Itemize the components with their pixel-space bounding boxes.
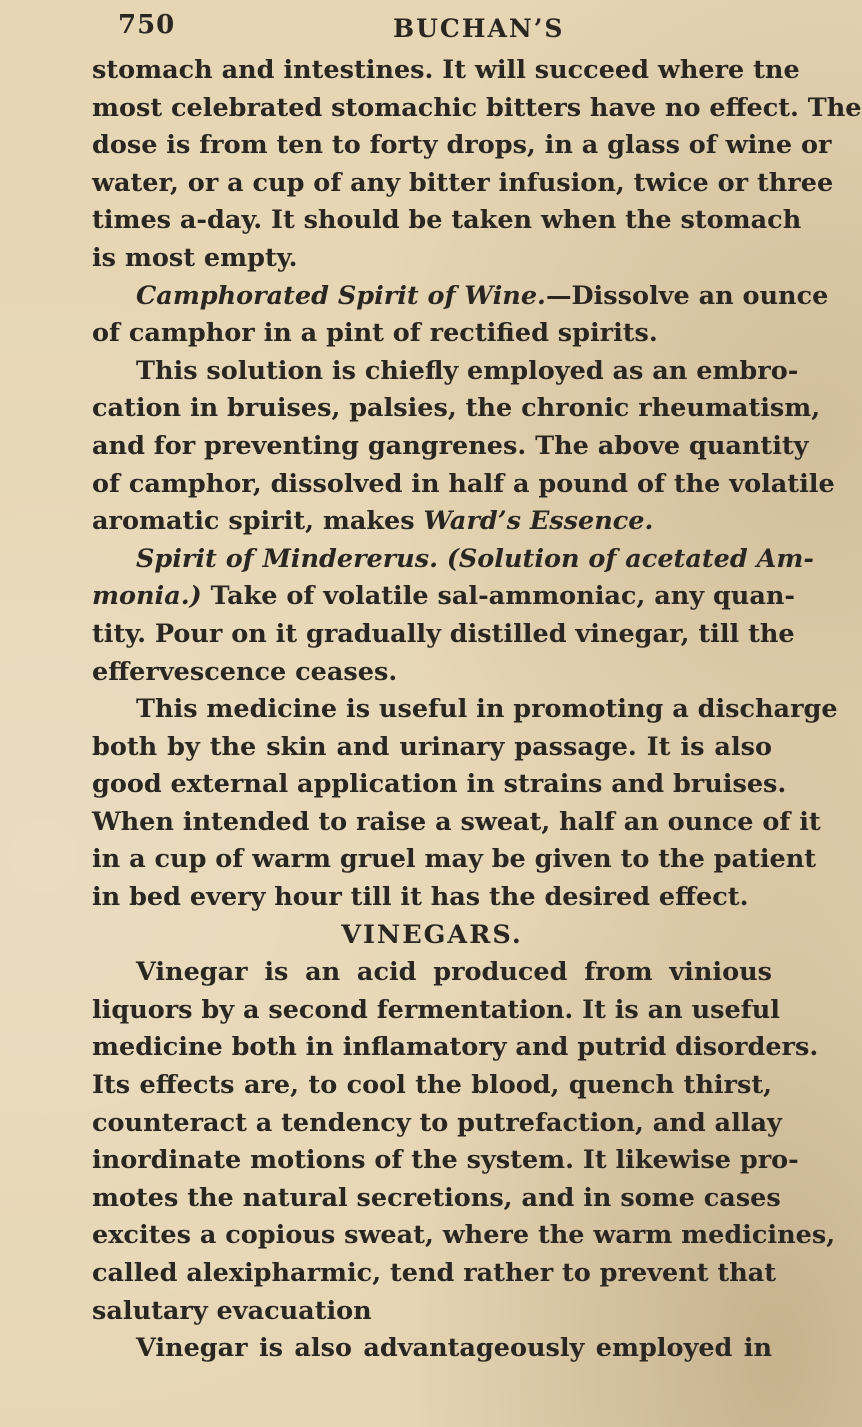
text-line (92, 578, 795, 616)
text-line (92, 1105, 782, 1143)
line-text: inordinate motions of the system. It likewise pro- (92, 1145, 799, 1176)
text-line (92, 390, 821, 428)
text-line (92, 503, 772, 541)
text-line (92, 1255, 777, 1293)
line-text: of camphor in a pint of rectified spirits. (92, 318, 658, 349)
line-text: motes the natural secretions, and in some cases (92, 1182, 781, 1213)
text-line (92, 428, 809, 466)
line-text: VINEGARS. (341, 919, 523, 950)
line-text: medicine both in inflamatory and putrid disorders. (92, 1032, 819, 1063)
line-text: cation in bruises, palsies, the chronic rheumatism, (92, 393, 821, 424)
line-text: Vinegar is also advantageously employed in (136, 1333, 772, 1364)
text-line (92, 1217, 836, 1255)
line-text: counteract a tendency to putrefaction, and allay (92, 1107, 782, 1138)
text-line (92, 1029, 819, 1067)
line-text: called alexipharmic, tend rather to prevent that (92, 1258, 777, 1288)
line-text: is most empty. (92, 242, 298, 273)
text-line (92, 616, 795, 654)
line-text: in a cup of warm gruel may be given to the patient (92, 844, 817, 875)
line-text: liquors by a second fermentation. It is an useful (92, 994, 780, 1025)
text-line (92, 1293, 772, 1331)
text-line (92, 278, 829, 316)
text-line (92, 165, 834, 203)
line-text: When intended to raise a sweat, half an ounce of it (92, 806, 821, 837)
text-line (92, 1180, 781, 1218)
text-line (92, 52, 800, 90)
line-text: salutary evacuation (92, 1295, 372, 1326)
text-line (92, 1330, 772, 1368)
text-line (92, 766, 787, 804)
page-header (118, 10, 678, 50)
section-heading (92, 917, 772, 955)
text-line (92, 992, 780, 1030)
line-text: aromatic spirit, makes (92, 506, 424, 537)
text-line (92, 466, 835, 504)
text-line (92, 202, 802, 240)
line-text: of camphor, dissolved in half a pound of the volatile (92, 468, 835, 499)
line-text: both by the skin and urinary passage. It is also (92, 731, 772, 762)
page-body (92, 52, 862, 1368)
line-text: most celebrated stomachic bitters have no effect. The (92, 92, 862, 123)
line-text: —Dissolve an ounce (545, 280, 829, 311)
line-text: times a-day. It should be taken when the stomach (92, 205, 802, 236)
text-line (92, 654, 772, 692)
line-text: This solution is chiefly employed as an embro- (136, 355, 799, 386)
text-line (92, 691, 838, 729)
text-line (92, 841, 817, 879)
text-line (92, 879, 772, 917)
italic-text: monia.) (92, 581, 202, 612)
text-line (92, 1142, 799, 1180)
line-text: good external application in strains and bruises. (92, 769, 787, 800)
page-number: 750 (118, 10, 176, 40)
text-line (92, 127, 832, 165)
text-line (92, 804, 821, 842)
running-head: BUCHAN’S (393, 14, 565, 43)
text-line (92, 541, 814, 579)
line-text: excites a copious sweat, where the warm medicines, (92, 1220, 836, 1251)
italic-text: Spirit of Mindererus. (Solution of acetated Am- (136, 543, 814, 574)
italic-text: Camphorated Spirit of Wine. (136, 280, 546, 311)
line-text: dose is from ten to forty drops, in a glass of wine or (92, 130, 832, 161)
line-text: tity. Pour on it gradually distilled vinegar, till the (92, 618, 795, 649)
line-text: effervescence ceases. (92, 656, 398, 687)
italic-text: Ward’s Essence. (423, 506, 654, 537)
line-text: in bed every hour till it has the desired effect. (92, 882, 749, 913)
text-line (92, 353, 799, 391)
text-line (92, 954, 772, 992)
line-text: Its effects are, to cool the blood, quench thirst, (92, 1070, 772, 1101)
text-line (92, 1067, 772, 1105)
text-line (92, 315, 772, 353)
text-line (92, 729, 772, 767)
text-line (92, 240, 772, 278)
line-text: stomach and intestines. It will succeed where tne (92, 55, 800, 85)
line-text: Vinegar is an acid produced from vinious (136, 957, 772, 988)
line-text: and for preventing gangrenes. The above quantity (92, 430, 809, 461)
line-text: This medicine is useful in promoting a discharge (136, 694, 838, 725)
line-text: water, or a cup of any bitter infusion, twice or three (92, 167, 834, 198)
line-text: Take of volatile sal-ammoniac, any quan- (201, 581, 795, 612)
text-line (92, 90, 862, 128)
